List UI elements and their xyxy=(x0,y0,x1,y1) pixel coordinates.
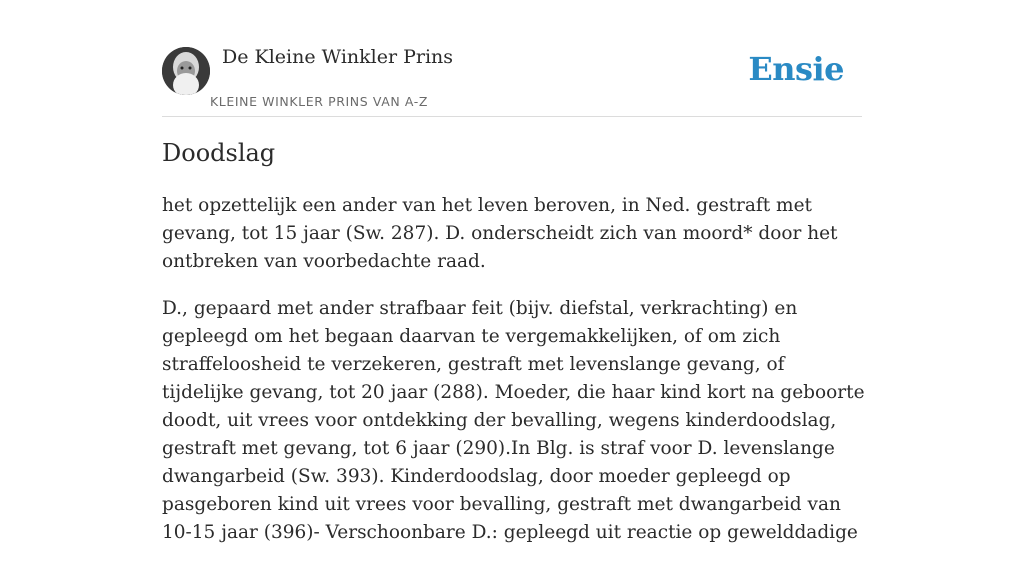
source-subtitle[interactable]: KLEINE WINKLER PRINS VAN A-Z xyxy=(210,94,429,109)
article-paragraph: D., gepaard met ander strafbaar feit (bijv. diefstal, verkrachting) en gepleegd om het begaan daarvan te vergemakkelijken, of om zich straffeloosheid te verzekeren, gestraft met levenslange gevang, of tijdelijke gevang, tot 20 jaar (288). Moeder, die haar kind kort na geboorte doodt, uit vrees voor ontdekking der bevalling, wegens kinderdoodslag, gestraft met gevang, tot 6 jaar (290).In Blg. is straf voor D. levenslange dwangarbeid (Sw. 393). Kinderdoodslag, door moeder gepleegd op pasgeboren kind uit vrees voor bevalling, gestraft met dwangarbeid van 10-15 jaar (396)- Verschoonbare D.: gepleegd uit reactie op gewelddadige xyxy=(162,298,865,543)
portrait-avatar-icon[interactable] xyxy=(162,47,210,95)
article-paragraph: het opzettelijk een ander van het leven beroven, in Ned. gestraft met gevang, tot 15 jaar (Sw. 287). D. onderscheidt zich van moord* door het ontbreken van voorbedachte raad. xyxy=(162,195,838,272)
article-body xyxy=(162,192,866,566)
source-header xyxy=(162,42,862,117)
brand-logo[interactable]: Ensie xyxy=(748,50,844,88)
article-title: Doodslag xyxy=(162,139,276,167)
source-title[interactable]: De Kleine Winkler Prins xyxy=(222,46,454,68)
